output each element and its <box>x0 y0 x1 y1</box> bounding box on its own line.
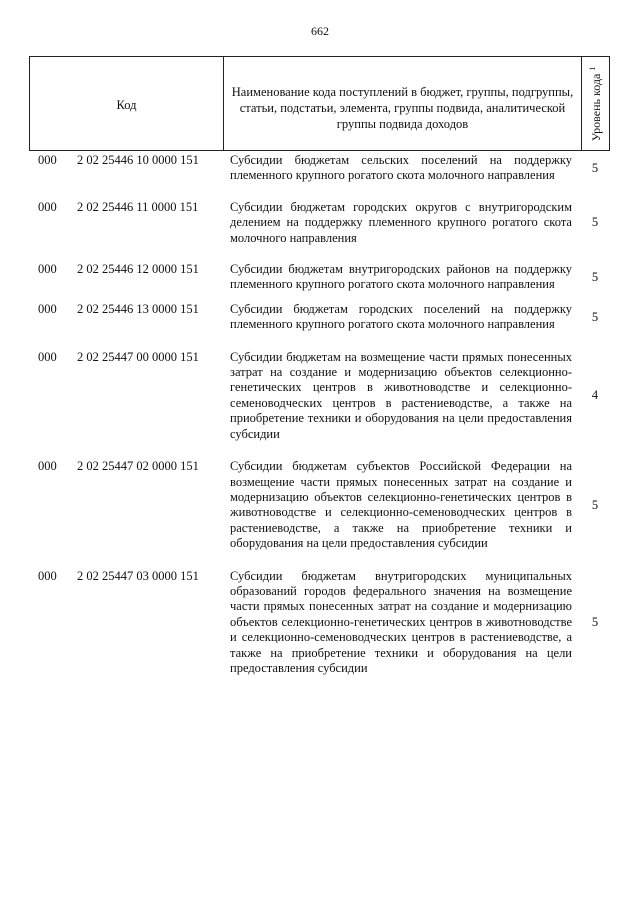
code-level: 5 <box>591 215 599 230</box>
revenue-code: 2 02 25447 00 0000 151 <box>77 349 199 364</box>
revenue-code: 2 02 25447 03 0000 151 <box>77 568 199 583</box>
code-level: 5 <box>591 309 599 324</box>
revenue-name: Субсидии бюджетам внутригородских муниципальных образований городов федерального значения на возмещение части прямых понесенных затрат на создание и модернизацию объектов селекционно-генетических центров в животноводстве и селекционно-семеноводческих центров в растениеводстве, а также на приобретение техники и оборудования на цели предоставления субсидии <box>230 568 572 675</box>
admin-code: 000 <box>38 262 57 277</box>
revenue-code: 2 02 25447 02 0000 151 <box>77 459 199 474</box>
code-level: 5 <box>591 269 599 284</box>
table-row <box>29 302 610 333</box>
code-level: 4 <box>591 388 599 403</box>
table-row <box>29 153 610 184</box>
revenue-code: 2 02 25446 10 0000 151 <box>77 153 199 167</box>
table-row <box>29 569 610 677</box>
revenue-name: Субсидии бюджетам городских округов с внутригородским делением на поддержку племенного крупного рогатого скота молочного направления <box>230 199 572 245</box>
admin-code: 000 <box>38 199 57 214</box>
revenue-code: 2 02 25446 11 0000 151 <box>77 199 199 214</box>
admin-code: 000 <box>38 568 57 583</box>
table-row <box>29 262 610 293</box>
code-level: 5 <box>591 614 599 629</box>
code-level: 5 <box>591 497 599 512</box>
table-body <box>29 151 610 676</box>
code-level: 5 <box>591 160 599 175</box>
admin-code: 000 <box>38 349 57 364</box>
header-level-text: Уровень кода <box>589 73 603 142</box>
revenue-name: Субсидии бюджетам внутригородских районов на поддержку племенного крупного рогатого скота молочного направления <box>230 262 572 292</box>
admin-code: 000 <box>38 153 57 167</box>
header-level-footnote: 1 <box>588 66 597 71</box>
admin-code: 000 <box>38 301 57 316</box>
admin-code: 000 <box>38 459 57 474</box>
revenue-name: Субсидии бюджетам городских поселений на поддержку племенного крупного рогатого скота молочного направления <box>230 301 572 332</box>
table-row <box>29 350 610 442</box>
table-row <box>29 200 610 246</box>
page-number: 662 <box>311 24 329 38</box>
revenue-code: 2 02 25446 13 0000 151 <box>77 301 199 316</box>
revenue-name: Субсидии бюджетам сельских поселений на поддержку племенного крупного рогатого скота молочного направления <box>230 153 572 183</box>
revenue-code: 2 02 25446 12 0000 151 <box>77 262 199 277</box>
header-level <box>582 57 610 150</box>
revenue-name: Субсидии бюджетам на возмещение части прямых понесенных затрат на создание и модернизацию объектов селекционно-генетических центров в животноводстве и селекционно-семеноводческих центров в растениеводстве, а также на приобретение техники и оборудования на цели предоставления субсидии <box>230 349 572 441</box>
table-header <box>29 56 610 151</box>
table-row <box>29 459 610 551</box>
revenue-name: Субсидии бюджетам субъектов Российской Федерации на возмещение части прямых понесенных затрат на создание и модернизацию объектов селекционно-генетических центров в животноводстве и селекционно-семеноводческих центров в растениеводстве, а также на приобретение техники и оборудования на цели предоставления субсидии <box>230 459 572 551</box>
header-name: Наименование кода поступлений в бюджет, группы, подгруппы, статьи, подстатьи, элемента, группы подвида, аналитической группы подвида доходов <box>231 84 574 131</box>
header-code: Код <box>116 98 137 112</box>
